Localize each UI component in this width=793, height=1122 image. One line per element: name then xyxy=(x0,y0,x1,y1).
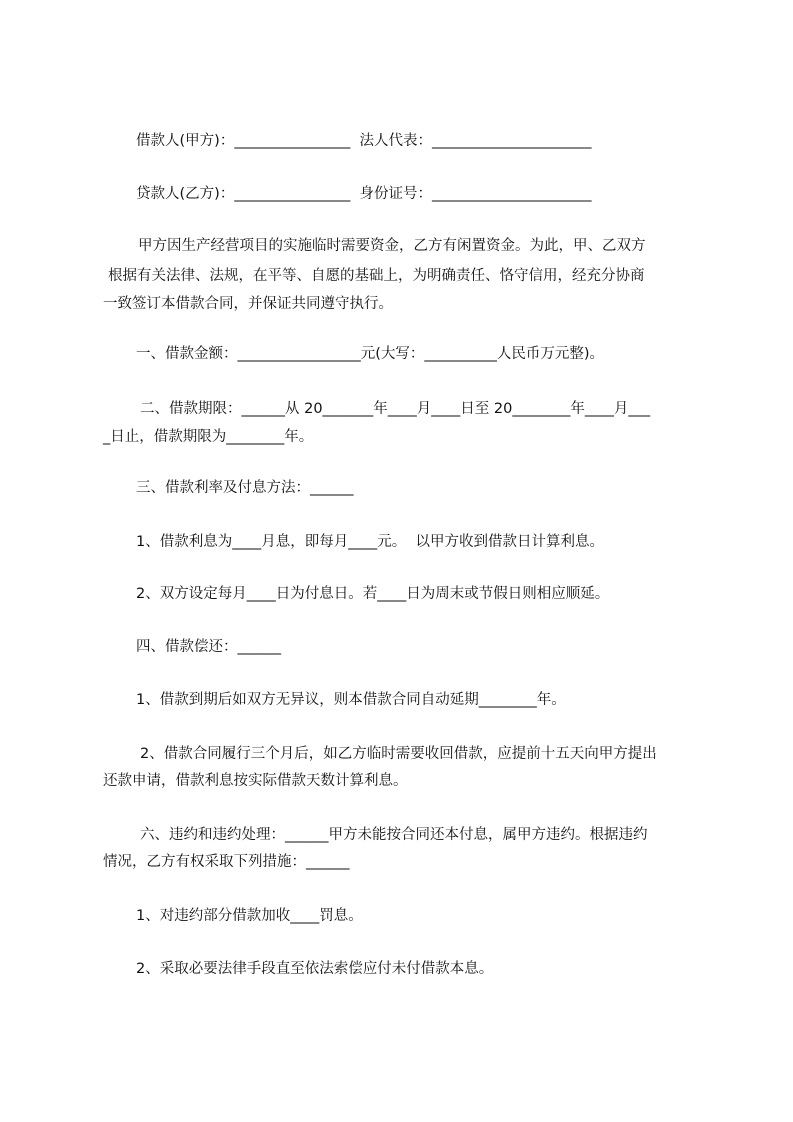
borrower-line: 借款人(甲方)：________________ 法人代表：______________________ xyxy=(136,133,592,149)
breach-item-2: 2、采取必要法律手段直至依法索偿应付未付借款本息。 xyxy=(136,961,494,977)
section-term-line-2: _日止，借款期限为________年。 xyxy=(103,429,314,445)
section-amount: 一、借款金额：_________________元(大写：__________人民币万元整)。 xyxy=(136,346,605,362)
lender-line: 贷款人(乙方)：________________ 身份证号：______________________ xyxy=(136,186,592,202)
breach-item-1: 1、对违约部分借款加收____罚息。 xyxy=(136,908,363,924)
section-breach-line-2: 情况，乙方有权采取下列措施：______ xyxy=(103,854,350,870)
section-repay-title: 四、借款偿还：______ xyxy=(136,639,281,655)
interest-item-2: 2、双方设定每月____日为付息日。若____日为周末或节假日则相应顺延。 xyxy=(136,586,610,602)
section-breach-line-1: 六、违约和违约处理：______甲方未能按合同还本付息，属甲方违约。根据违约 xyxy=(140,827,648,843)
intro-line-2: 根据有关法律、法规，在平等、自愿的基础上，为明确责任、恪守信用，经充分协商 xyxy=(108,268,645,284)
intro-line-1: 甲方因生产经营项目的实施临时需要资金，乙方有闲置资金。为此，甲、乙双方 xyxy=(138,238,646,254)
section-term-line-1: 二、借款期限：______从 20_______年____月____日至 20________年____月___ xyxy=(140,401,651,417)
repay-item-1: 1、借款到期后如双方无异议，则本借款合同自动延期________年。 xyxy=(136,692,566,708)
intro-line-3: 一致签订本借款合同，并保证共同遵守执行。 xyxy=(103,296,393,312)
repay-item-2-line-1: 2、借款合同履行三个月后，如乙方临时需要收回借款，应提前十五天向甲方提出 xyxy=(140,746,657,762)
section-interest-title: 三、借款利率及付息方法：______ xyxy=(136,480,354,496)
repay-item-2-line-2: 还款申请，借款利息按实际借款天数计算利息。 xyxy=(103,773,408,789)
interest-item-1: 1、借款利息为____月息，即每月____元。 以甲方收到借款日计算利息。 xyxy=(136,534,604,550)
